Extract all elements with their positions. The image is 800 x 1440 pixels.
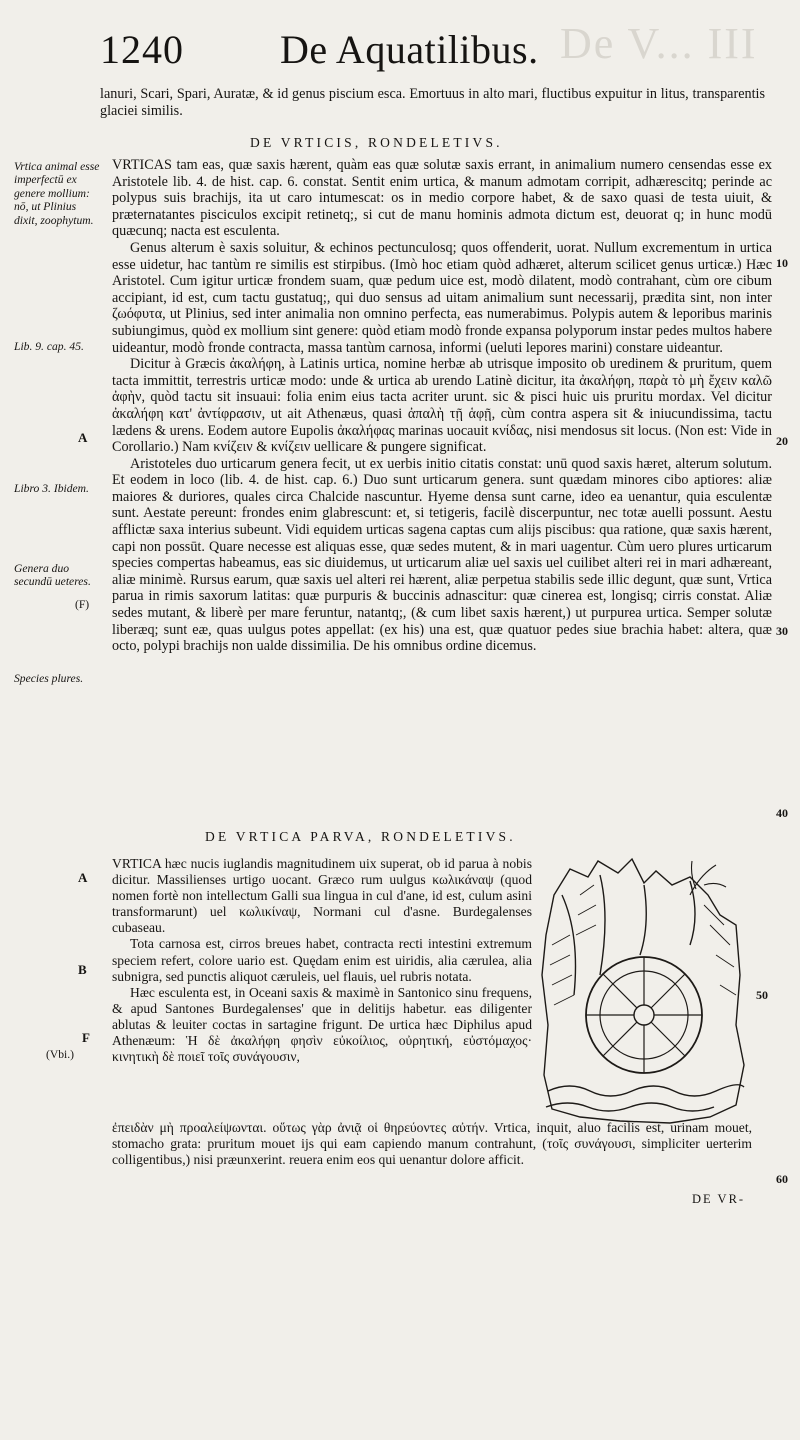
section-heading-urticis: DE VRTICIS, RONDELETIVS. <box>250 135 503 150</box>
line-number: 50 <box>756 988 768 1002</box>
margin-letter: A <box>78 870 88 885</box>
paragraph: Aristoteles duo urticarum genera fecit, ut ex uerbis initio citatis constat: unū quod saxis hæret, alterum solutum. Et eodem in loco (lib. 4. de hist. cap. 6.) Duo sunt urticarum genera. sunt quædam minores cibo aptiores: aliæ maiores & duriores, quales circa Chalcide nascuntur. Hyeme densa sunt carne, ideo ea uenantur, quia esculentæ sunt. Aestate pereunt: frondes enim glabrescunt: et, si tetigeris, facilè discerpuntur, nec totæ auelli possunt. Aestu afflictæ saxa interius subeunt. Vidi equidem urticas sagena captas cum alijs piscibus: qua ratione, quæ saxis hærent, capi non possūt. Quare necesse est aliquas esse, quæ sedes mutent, & in mari uagentur. Cùm uero plures urticarum species compertas habeamus, eas sic diuidemus, ut urticarum aliæ uel saxis uel cuilibet alteri rei in mari adhæreant, aliæ minimè. Rursus earum, quæ saxis uel alteri rei hærent, aliæ perpetua stabilis sede illic degunt, quæ sunt, Vrtica parua in rimis saxorum latitas: quæ purpuris & buccinis adnascitur: quæ cinerea est, longisq; cirris constat. Aliæ sedes mutant, & liberè per mare feruntur, natantq;, (& cum libet saxis hærent,) ut purpurea urtica. Semper solutæ liberæq; sunt eæ, quas uulgus potes appellat: (ex his) una est, quæ quatuor pedes siue brachia habet: altera, quæ octo, polypi brachijs non ualde dissimilia. De his omnibus ordine dicemus. <box>112 455 772 655</box>
page-number: 1240 <box>100 27 184 72</box>
bleed-through-text: De V... III <box>560 19 758 68</box>
paragraph: Tota carnosa est, cirros breues habet, contracta recti intestini extremum speciem refert, colore uario est. Quędam enim est uiridis, alia cærulea, alia subnigra, sed punctis aliquot cæruleis, uel flauis, uel rubris notata. <box>112 936 532 984</box>
margin-note-libro3: Libro 3. Ibidem. <box>14 482 89 495</box>
margin-letter: B <box>78 962 87 977</box>
margin-note-animal: Vrtica animal esse imperfectū ex genere mollium: nō, ut Plinius dixit, zoophytum. <box>14 160 100 227</box>
intro-paragraph <box>100 86 765 119</box>
margin-note-f: (F) <box>75 598 90 611</box>
section-parua-body <box>112 856 532 1065</box>
margin-letter: F <box>82 1030 90 1045</box>
page-header <box>100 22 790 82</box>
margin-note-ubi: (Vbi.) <box>46 1048 75 1061</box>
section-urticis-body <box>112 157 772 655</box>
urchin-woodcut-icon <box>540 855 746 1127</box>
paragraph: ἐπειδὰν μὴ προαλείψωνται. οὕτως γὰρ ἀνιᾷ οἱ θηρεύοντες αὐτήν. Vrtica, inquit, aluo facilis est, urinam mouet, stomacho grata: pruritum mouet ijs qui eam capiendo manum contrahunt, (τοῖς συνάγουσι, simpliciter uerterim colligentibus,) nisi præunxerint. reuera enim eos qui uenantur dolore afficit. <box>112 1120 752 1168</box>
paragraph: Dicitur à Græcis ἀκαλήφη, à Latinis urtica, nomine herbæ ab utrisque imposito ob uredinem & pruritum, quem tacta immittit, terrestris urticæ modo: unde & urtica ab urendo Latinè dicitur, ita ἀκαλήφη, παρὰ τὸ μὴ ἔχειν καλῶ ἀφὴν, quòd tactu sit insuaui: folia enim eius tacta acriter urunt. sic & pisci huic uis pruritu mordax. Vel dicitur ἀκαλήφη κατ' ἀντίφρασιν, ut ait Athenæus, quasi ἀπαλὴ τῇ ἁφῇ, cùm contra aspera sit & iniucundissima, tactu lædens & urens. Eodem autore Eupolis ἀκαλήφας marinas uocauit κνίδας, nisi mendosus sit locus. (Non est: Vide in Corollario.) Nam κνίζειν & κνίζειν uellicare & pungere significat. <box>112 356 772 456</box>
margin-letter: A <box>78 430 88 445</box>
section-heading-urtica-parua: DE VRTICA PARVA, RONDELETIVS. <box>205 829 516 844</box>
paragraph: Genus alterum è saxis soluitur, & echinos pectunculosq; quos offenderit, uorat. Nullum excrementum in urtica esse uidetur, hac tantùm re similis est stirpibus. (Imò hoc etiam quòd adhæret, alterum scilicet genus urticæ.) Hæc Aristotel. Cum igitur urticæ frondem suam, quæ pedum uice est, modò dilatent, modò contrahant, cùm ore cibum accipiant, id est, cum tactu gustatuq;, qui duo sensus ad uitam animalium sunt necessarij, prædita sint, non inter ζωόφυτα, ut Plinius, sed inter animalia non omnino perfecta, eas numerabimus. Polypis autem & leporibus marinis subiungimus, quòd ex mollium sint genere: quòd etiam modò fronde expansa polyporum instar pedes multos habere uideantur, modò fronde contracta, massa tantùm carnosa, informi (ueluti lepores marini) constare uideantur. <box>112 239 772 356</box>
line-number: 40 <box>776 806 788 820</box>
line-number: 20 <box>776 434 788 448</box>
paragraph: VRTICAS tam eas, quæ saxis hærent, quàm eas quæ solutæ saxis errant, in animalium numero censendas esse ex Aristotele lib. 4. de hist. cap. 6. constat. Sentit enim urtica, & manum admotam corripit, adhærescitq; perinde ac polypus suis brachijs, ita ut caro intumescat: os in medio corpore habet, & de saxo quasi de testa uiuit, & præternatantes pisciculos excipit retinetq;, si cut de manu hominis admota dictum est, deuorat q; in hunc modū quæcunq; nacta est esculenta. <box>112 157 772 240</box>
section-parua-continued <box>112 1120 752 1168</box>
line-number: 30 <box>776 624 788 638</box>
line-number: 60 <box>776 1172 788 1186</box>
margin-note-genera: Genera duo secundū ueteres. <box>14 562 91 589</box>
catchword: DE VR- <box>692 1192 746 1206</box>
paragraph: Hæc esculenta est, in Oceani saxis & maximè in Santonico sinu frequens, & apud Santones Burdegalenses' que in delitijs habetur. eas diligenter ablutas & leuiter coctas in sartagine frigunt. De urtica hæc Diphilus apud Athenæum: Ἡ δὲ ἀκαλήφη φησὶν εὐκοίλιος, οὐρητική, εὐστόμαχος· κινητικὴ δὲ ποιεῖ τοῖς συνάγουσιν, <box>112 984 532 1065</box>
margin-note-species: Species plures. <box>14 672 84 685</box>
running-title: De Aquatilibus. <box>280 27 539 72</box>
paragraph: VRTICA hæc nucis iuglandis magnitudinem uix superat, ob id parua à nobis dicitur. Massilienses urtigo uocant. Græco rum uulgus κωλικάναψ (quod nomen fortè non intellectum Galli sua lingua in cul d'ane, id est, culum asini transformarunt) uel κωλικίναψ, Normani cul d'asne. Burdegalenses cubaseau. <box>112 856 532 936</box>
intro-text: lanuri, Scari, Spari, Auratæ, & id genus piscium esca. Emortuus in alto mari, fluctibus expuitur in litus, transparentis glaciei similis. <box>100 86 765 119</box>
margin-note-lib9: Lib. 9. cap. 45. <box>14 340 84 353</box>
line-number: 10 <box>776 256 788 270</box>
